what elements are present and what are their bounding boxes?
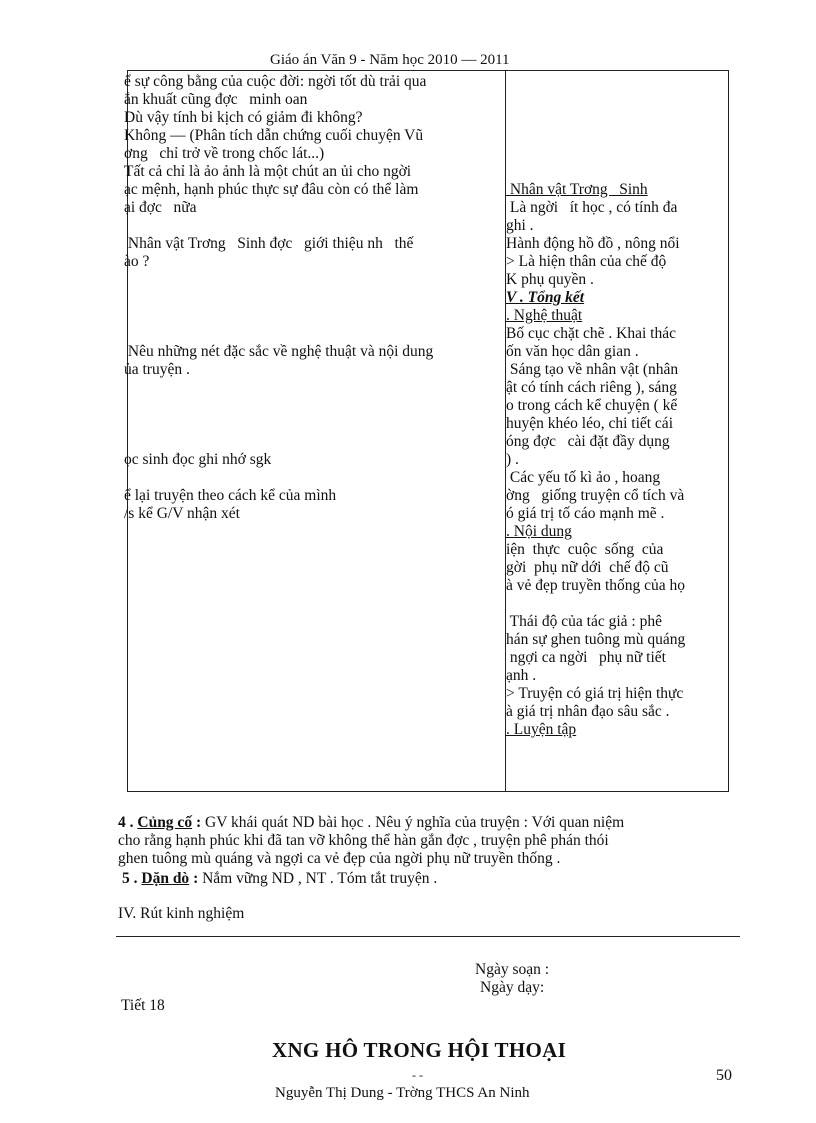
consolidation-colon: : (192, 814, 205, 831)
consolidation-number: 4 . (118, 814, 138, 831)
page-header: Giáo án Văn 9 - Năm học 2010 — 2011 (270, 52, 510, 68)
consolidation-label: Củng cố (137, 814, 193, 831)
table-cell-line: ghi . (506, 217, 534, 234)
table-cell-line (124, 307, 502, 325)
homework-number: 5 . (122, 870, 142, 887)
table-cell-line: ó giá trị tố cáo mạnh mẽ . (506, 505, 665, 522)
subsection-heading: . Nghệ thuật (506, 307, 583, 324)
table-cell-line: hán sự ghen tuông mù quáng (506, 631, 686, 648)
subsection-heading: . Luyện tập (506, 721, 577, 738)
table-left-column (124, 73, 502, 523)
table-cell-line: Hành động hồ đồ , nông nổi (506, 235, 680, 252)
table-cell-line (124, 433, 502, 451)
table-cell-line: > Là hiện thân của chế độ (506, 253, 667, 270)
subsection-heading: Nhân vật Trơng Sinh (506, 181, 648, 198)
table-cell-line: ể lại truyện theo cách kể của mình (124, 487, 337, 504)
table-cell-line: Không — (Phân tích dẫn chứng cuối chuyện Vũ (124, 127, 424, 144)
table-cell-line: > Truyện có giá trị hiện thực (506, 685, 684, 702)
date-taught: Ngày dạy: (480, 979, 545, 996)
experience-heading: IV. Rút kinh nghiệm (118, 905, 245, 922)
table-cell-line (124, 217, 502, 235)
section-heading: V . Tổng kết (506, 289, 585, 306)
table-cell-line: à giá trị nhân đạo sâu sắc . (506, 703, 670, 720)
table-cell-line: Nhân vật Trơng Sinh đợc giới thiệu nh thế (124, 235, 414, 252)
date-composed: Ngày soạn : (475, 961, 550, 978)
table-cell-line: ại đợc nữa (124, 199, 197, 216)
table-cell-line: ắn khuất cũng đợc minh oan (124, 91, 308, 108)
table-cell-line: Dù vậy tính bi kịch có giảm đi không? (124, 109, 363, 126)
footer-dashes: - - (412, 1068, 423, 1082)
table-cell-line: Là ngời ít học , có tính đa (506, 199, 678, 216)
homework-label: Dặn dò (141, 870, 190, 887)
table-cell-line (124, 469, 502, 487)
table-cell-line (124, 271, 502, 289)
table-cell-line (506, 595, 724, 613)
table-cell-line: ạnh . (506, 667, 537, 684)
table-cell-line: o trong cách kể chuyện ( kể (506, 397, 678, 414)
table-cell-line: ạc mệnh, hạnh phúc thực sự đâu còn có thể làm (124, 181, 419, 198)
table-cell-line: iện thực cuộc sống của (506, 541, 664, 558)
table-cell-line: K phụ quyền . (506, 271, 594, 288)
table-cell-line: gời phụ nữ dới chế độ cũ (506, 559, 669, 576)
table-cell-line: Các yếu tố kì ảo , hoang (506, 469, 661, 486)
table-cell-line: ể sự công bằng của cuộc đời: ngời tốt dù trải qua (124, 73, 427, 90)
subsection-heading: . Nội dung (506, 523, 572, 540)
table-cell-line: ật có tính cách riêng ), sáng (506, 379, 677, 396)
table-cell-line: Bố cục chặt chẽ . Khai thác (506, 325, 676, 342)
table-cell-line: à vẻ đẹp truyền thống của họ (506, 577, 686, 594)
consolidation-line-2: cho rằng hạnh phúc khi đã tan vỡ không thể hàn gắn đợc , truyện phê phán thói (118, 832, 609, 849)
table-cell-line: Sáng tạo về nhân vật (nhân (506, 361, 679, 378)
homework-line (122, 870, 437, 888)
table-cell-line: huyện khéo léo, chi tiết cái (506, 415, 673, 432)
table-cell-line: Tất cả chỉ là ảo ảnh là một chút an ủi cho ngời (124, 163, 412, 180)
table-cell-line: ào ? (124, 253, 150, 270)
consolidation-line-1 (118, 814, 624, 832)
table-cell-line: óng đợc cài đặt đầy dụng (506, 433, 670, 450)
table-cell-line (124, 415, 502, 433)
period-label: Tiết 18 (121, 997, 165, 1014)
table-cell-line (124, 397, 502, 415)
table-right-column (506, 73, 724, 739)
table-cell-line (506, 73, 724, 91)
table-cell-line: ờng giống truyện cổ tích và (506, 487, 685, 504)
table-cell-line: Thái độ của tác giả : phê (506, 613, 662, 630)
table-cell-line (506, 145, 724, 163)
table-cell-line (506, 91, 724, 109)
consolidation-text-1: GV khái quát ND bài học . Nêu ý nghĩa của truyện : Với quan niệm (205, 814, 625, 831)
table-cell-line (124, 325, 502, 343)
page-number: 50 (716, 1067, 732, 1084)
table-cell-line: Nêu những nét đặc sắc về nghệ thuật và nội dung (124, 343, 434, 360)
horizontal-rule (116, 936, 740, 937)
table-cell-line: ngợi ca ngời phụ nữ tiết (506, 649, 666, 666)
homework-colon: : (189, 870, 203, 887)
table-cell-line (506, 109, 724, 127)
table-cell-line (506, 127, 724, 145)
consolidation-line-3: ghen tuông mù quáng và ngợi ca vẻ đẹp của ngời phụ nữ truyền thống . (118, 850, 561, 867)
table-cell-line (124, 379, 502, 397)
table-cell-line: ủa truyện . (124, 361, 190, 378)
table-cell-line (124, 289, 502, 307)
table-cell-line: ọc sinh đọc ghi nhớ sgk (124, 451, 272, 468)
table-cell-line: ) . (506, 451, 519, 468)
table-cell-line (506, 163, 724, 181)
lesson-title: XNG HÔ TRONG HỘI THOẠI (272, 1038, 567, 1062)
homework-text: Nắm vững ND , NT . Tóm tắt truyện . (202, 870, 438, 887)
page-footer: Nguyễn Thị Dung - Trờng THCS An Ninh (275, 1085, 530, 1101)
table-cell-line: ốn văn học dân gian . (506, 343, 639, 360)
table-cell-line: ơng chỉ trở về trong chốc lát...) (124, 145, 325, 162)
table-cell-line: /s kể G/V nhận xét (124, 505, 240, 522)
